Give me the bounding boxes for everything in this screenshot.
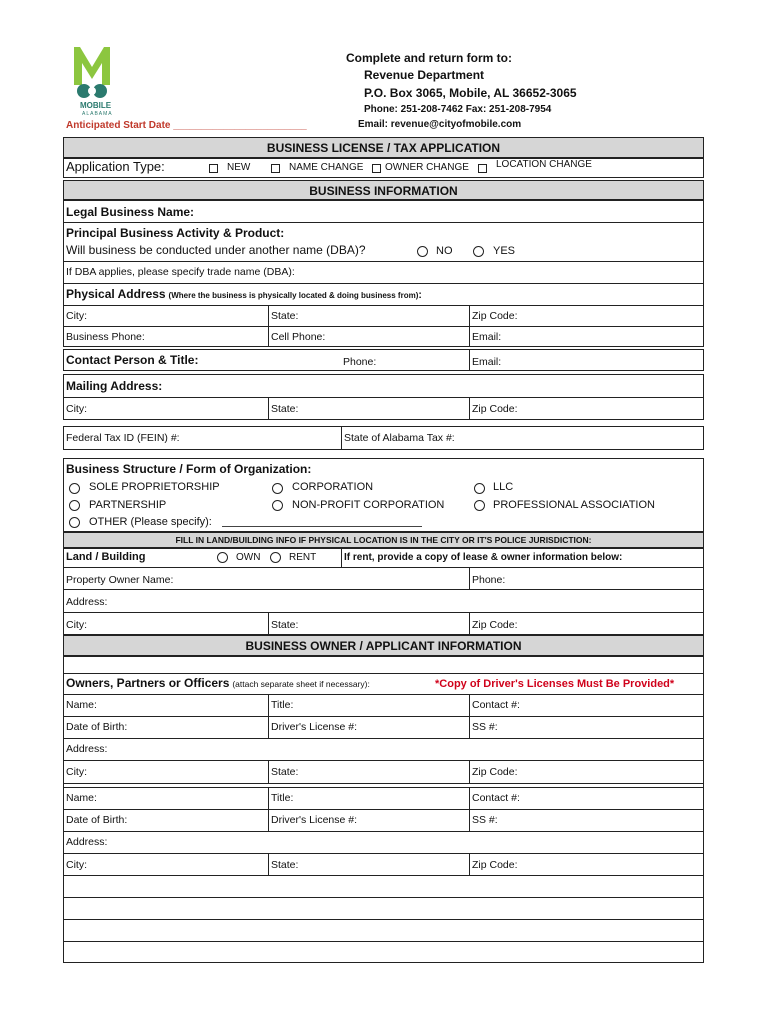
property-city-label: City:: [66, 619, 87, 631]
owner2-dob-label: Date of Birth:: [66, 814, 128, 826]
owner1-name-label: Name:: [66, 699, 97, 711]
form-title: BUSINESS LICENSE / TAX APPLICATION: [266, 141, 501, 155]
partnership-label: PARTNERSHIP: [89, 499, 167, 511]
title-band: [63, 137, 704, 158]
structure-title: Business Structure / Form of Organization:: [66, 462, 312, 476]
sole-prop-label: SOLE PROPRIETORSHIP: [89, 481, 220, 493]
owner2-contact-label: Contact #:: [472, 792, 520, 804]
rent-radio[interactable]: [270, 552, 281, 563]
owner2-title-label: Title:: [271, 792, 294, 804]
blank-row-line: [63, 897, 704, 898]
owner1-zip-label: Zip Code:: [472, 766, 518, 778]
principal-activity-label: Principal Business Activity & Product:: [66, 226, 285, 240]
physical-address-title: Physical Address: [66, 287, 166, 301]
llc-label: LLC: [493, 481, 514, 493]
city-logo: [62, 45, 122, 120]
business-info-band: [63, 180, 704, 200]
owner2-city-label: City:: [66, 859, 87, 871]
dba-question: Will business be conducted under another name (DBA)?: [66, 243, 366, 257]
contact-email-label: Email:: [472, 356, 502, 368]
phys-state-label: State:: [271, 310, 299, 322]
blank-row-line: [63, 941, 704, 942]
email-address: Email: revenue@cityofmobile.com: [358, 119, 522, 130]
physical-address-note: (Where the business is physically located & doing business from): [168, 291, 419, 300]
rent-note: If rent, provide a copy of lease & owner information below:: [344, 552, 623, 563]
al-tax-label: State of Alabama Tax #:: [344, 432, 455, 444]
owner2-zip-label: Zip Code:: [472, 859, 518, 871]
location-change-label: LOCATION CHANGE: [496, 159, 592, 170]
owners-note: (attach separate sheet if necessary):: [232, 679, 370, 689]
owner1-dob-label: Date of Birth:: [66, 721, 128, 733]
return-title: Complete and return form to:: [346, 51, 513, 65]
own-label: OWN: [236, 552, 261, 563]
mailing-address-label: Mailing Address:: [66, 379, 163, 393]
business-phone-label: Business Phone:: [66, 331, 145, 343]
corporation-label: CORPORATION: [292, 481, 374, 493]
owner-change-checkbox[interactable]: [372, 164, 381, 173]
biz-email-label: Email:: [472, 331, 502, 343]
land-band: [63, 532, 704, 548]
dba-name-label: If DBA applies, please specify trade name (DBA):: [66, 266, 295, 278]
other-label: OTHER (Please specify):: [89, 516, 212, 528]
prof-assoc-radio[interactable]: [474, 500, 485, 511]
legal-name-label: Legal Business Name:: [66, 205, 195, 219]
land-building-label: Land / Building: [66, 551, 146, 563]
dba-no-label: NO: [436, 245, 453, 257]
property-address-label: Address:: [66, 596, 108, 608]
owner1-title-label: Title:: [271, 699, 294, 711]
other-specify-line[interactable]: [222, 526, 422, 527]
corporation-radio[interactable]: [272, 483, 283, 494]
contact-person-label: Contact Person & Title:: [66, 353, 199, 367]
property-state-label: State:: [271, 619, 299, 631]
mail-city-label: City:: [66, 403, 87, 415]
sole-prop-radio[interactable]: [69, 483, 80, 494]
location-change-checkbox[interactable]: [478, 164, 487, 173]
own-radio[interactable]: [217, 552, 228, 563]
physical-address-colon: :: [418, 289, 422, 301]
partnership-radio[interactable]: [69, 500, 80, 511]
owners-title: Owners, Partners or Officers: [66, 676, 230, 690]
physical-address-label: [66, 287, 422, 303]
fein-label: Federal Tax ID (FEIN) #:: [66, 432, 180, 444]
property-zip-label: Zip Code:: [472, 619, 518, 631]
owner1-dl-label: Driver's License #:: [271, 721, 358, 733]
blank-row-line: [63, 919, 704, 920]
app-type-label: Application Type:: [66, 159, 165, 174]
owner2-state-label: State:: [271, 859, 299, 871]
property-owner-label: Property Owner Name:: [66, 574, 174, 586]
name-change-label: NAME CHANGE: [289, 162, 364, 173]
cell-phone-label: Cell Phone:: [271, 331, 326, 343]
owner2-name-label: Name:: [66, 792, 97, 804]
nonprofit-radio[interactable]: [272, 500, 283, 511]
dba-no-radio[interactable]: [417, 246, 428, 257]
property-phone-label: Phone:: [472, 574, 506, 586]
anticipated-start-date[interactable]: Anticipated Start Date ________________________: [66, 120, 307, 131]
mobile-logo-icon: [62, 45, 122, 103]
logo-brand: MOBILE: [80, 101, 112, 110]
dl-copy-note: *Copy of Driver's Licenses Must Be Provided*: [435, 678, 675, 690]
mail-state-label: State:: [271, 403, 299, 415]
owner1-address-label: Address:: [66, 743, 108, 755]
land-band-title: FILL IN LAND/BUILDING INFO IF PHYSICAL LOCATION IS IN THE CITY OR IT'S POLICE JURISDICTION:: [175, 535, 592, 545]
contact-phone-label: Phone:: [343, 356, 377, 368]
nonprofit-label: NON-PROFIT CORPORATION: [292, 499, 445, 511]
owner1-ss-label: SS #:: [472, 721, 498, 733]
owner1-state-label: State:: [271, 766, 299, 778]
dept-name: Revenue Department: [364, 68, 485, 82]
new-checkbox[interactable]: [209, 164, 218, 173]
llc-radio[interactable]: [474, 483, 485, 494]
owner-band-title: BUSINESS OWNER / APPLICANT INFORMATION: [245, 639, 522, 653]
phys-city-label: City:: [66, 310, 87, 322]
phone-fax: Phone: 251-208-7462 Fax: 251-208-7954: [364, 104, 552, 115]
other-radio[interactable]: [69, 517, 80, 528]
owner1-contact-label: Contact #:: [472, 699, 520, 711]
phys-zip-label: Zip Code:: [472, 310, 518, 322]
prof-assoc-label: PROFESSIONAL ASSOCIATION: [493, 499, 655, 511]
owners-title-row: [66, 676, 370, 691]
owner2-ss-label: SS #:: [472, 814, 498, 826]
mail-zip-label: Zip Code:: [472, 403, 518, 415]
mail-address: P.O. Box 3065, Mobile, AL 36652-3065: [364, 86, 577, 100]
new-label: NEW: [227, 162, 251, 173]
owner2-address-label: Address:: [66, 836, 108, 848]
owner2-dl-label: Driver's License #:: [271, 814, 358, 826]
owner-change-label: OWNER CHANGE: [385, 162, 469, 173]
business-info-title: BUSINESS INFORMATION: [309, 184, 458, 198]
dba-yes-label: YES: [493, 245, 516, 257]
dba-yes-radio[interactable]: [473, 246, 484, 257]
name-change-checkbox[interactable]: [271, 164, 280, 173]
logo-sub: ALABAMA: [82, 111, 113, 117]
rent-label: RENT: [289, 552, 317, 563]
owner1-city-label: City:: [66, 766, 87, 778]
owner-band: [63, 635, 704, 656]
